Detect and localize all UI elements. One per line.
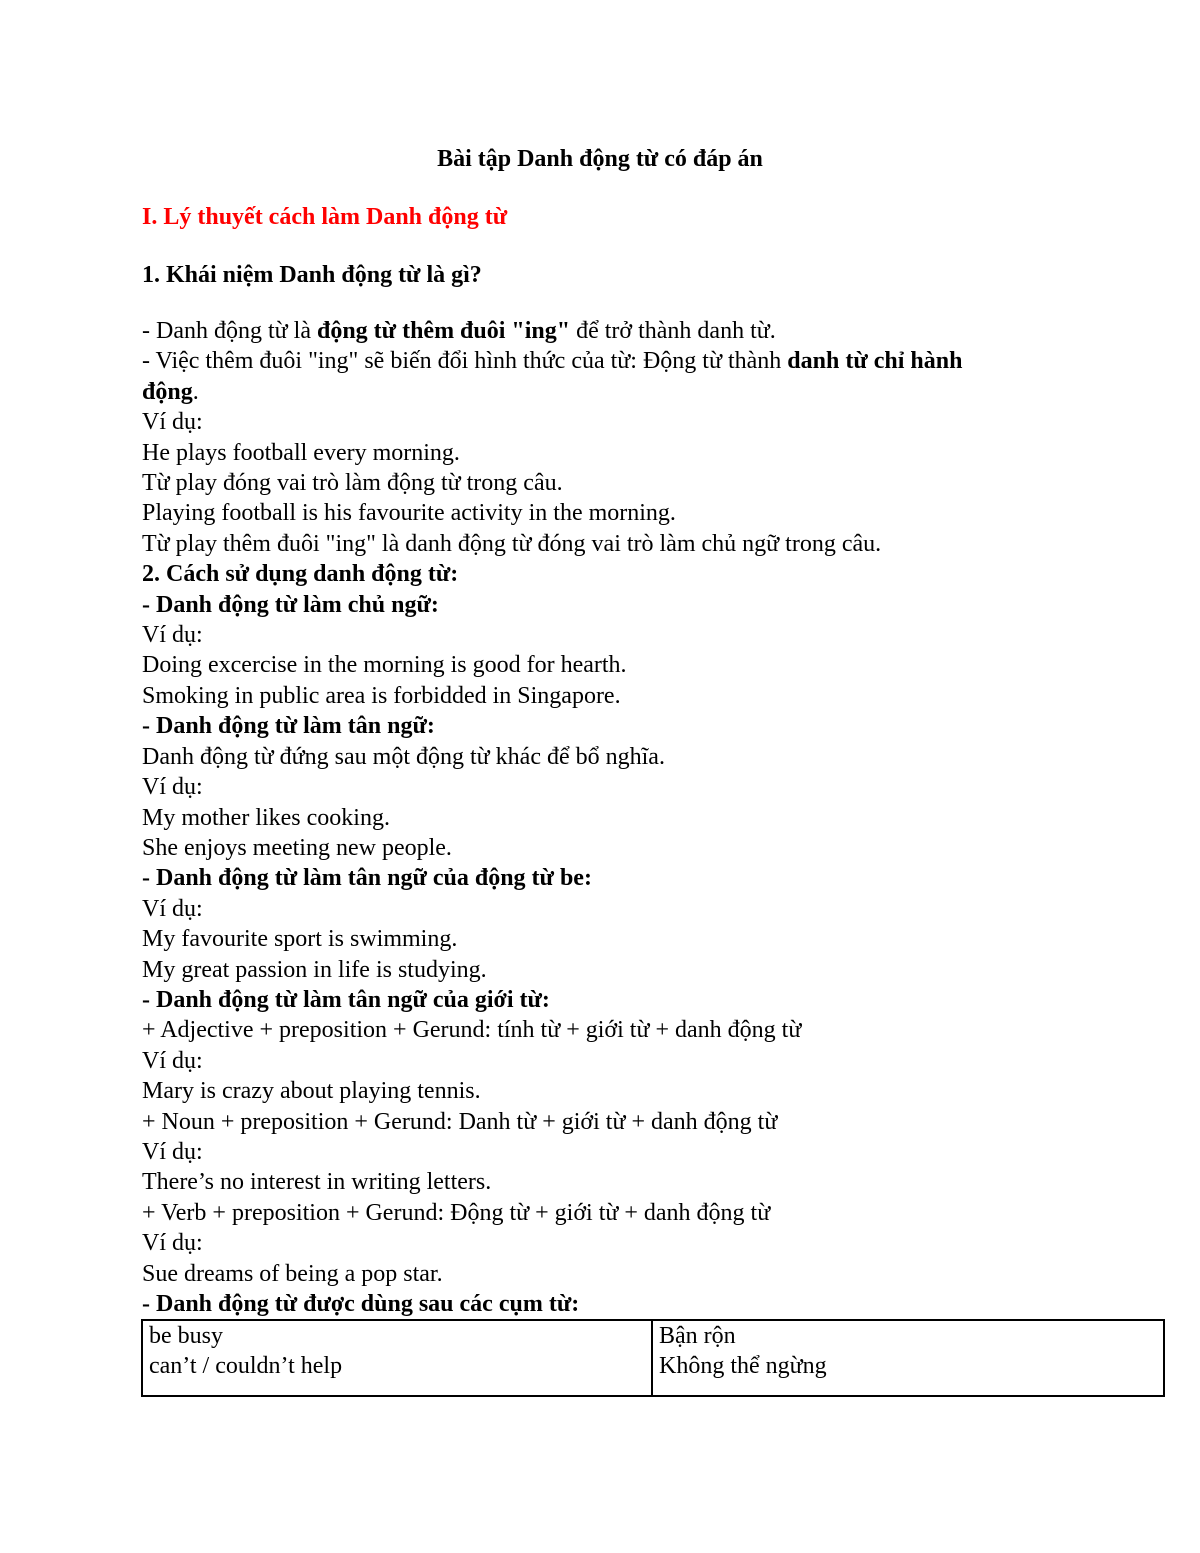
example-label: Ví dụ:	[142, 409, 203, 436]
emphasis-text: động từ thêm đuôi "ing"	[316, 318, 571, 344]
example-label: Ví dụ:	[142, 774, 203, 801]
example-sentence: My favourite sport is swimming.	[142, 926, 458, 953]
example-label: Ví dụ:	[142, 1138, 203, 1165]
document-title: Bài tập Danh động từ có đáp án	[437, 146, 763, 172]
table-cell-english	[142, 1320, 652, 1396]
example-label: Ví dụ:	[142, 622, 203, 649]
table-cell-vietnamese	[652, 1320, 1164, 1396]
example-sentence: Smoking in public area is forbidded in Singapore.	[142, 682, 621, 709]
usage-heading-be: - Danh động từ làm tân ngữ của động từ be:	[142, 865, 592, 892]
usage-pattern-adjective: + Adjective + preposition + Gerund: tính từ + giới từ + danh động từ	[142, 1017, 802, 1044]
usage-heading-subject: - Danh động từ làm chủ ngữ:	[142, 591, 439, 618]
example-note: Từ play thêm đuôi "ing" là danh động từ đóng vai trò làm chủ ngữ trong câu.	[142, 530, 882, 557]
emphasis-text: động	[142, 378, 193, 405]
usage-heading-phrases: - Danh động từ được dùng sau các cụm từ:	[142, 1291, 580, 1317]
example-sentence: Sue dreams of being a pop star.	[142, 1260, 443, 1287]
document-body	[142, 316, 1142, 1319]
phrase-table	[141, 1319, 1165, 1397]
usage-description: Danh động từ đứng sau một động từ khác để bổ nghĩa.	[142, 743, 665, 770]
phrase-en: can’t / couldn’t help	[149, 1353, 343, 1379]
example-sentence: My great passion in life is studying.	[142, 956, 487, 983]
example-label: Ví dụ:	[142, 895, 203, 922]
emphasis-text: danh từ chỉ hành	[787, 348, 963, 375]
usage-pattern-verb: + Verb + preposition + Gerund: Động từ + giới từ + danh động từ	[142, 1199, 771, 1226]
definition-line-3: động.	[142, 378, 199, 405]
phrase-vi: Bận rộn	[659, 1323, 736, 1349]
example-sentence: Mary is crazy about playing tennis.	[142, 1078, 481, 1105]
example-label: Ví dụ:	[142, 1047, 203, 1074]
definition-line-2: - Việc thêm đuôi "ing" sẽ biến đổi hình thức của từ: Động từ thành danh từ chỉ hành	[142, 348, 963, 375]
section-heading-theory: I. Lý thuyết cách làm Danh động từ	[142, 204, 508, 230]
example-sentence: She enjoys meeting new people.	[142, 834, 452, 861]
usage-pattern-noun: + Noun + preposition + Gerund: Danh từ + giới từ + danh động từ	[142, 1108, 778, 1135]
phrase-vi: Không thể ngừng	[659, 1353, 827, 1379]
usage-heading-object: - Danh động từ làm tân ngữ:	[142, 713, 435, 740]
phrase-en: be busy	[149, 1323, 223, 1349]
subsection-heading-usage: 2. Cách sử dụng danh động từ:	[142, 561, 459, 588]
example-note: Từ play đóng vai trò làm động từ trong câu.	[142, 470, 563, 497]
example-sentence: There’s no interest in writing letters.	[142, 1169, 492, 1196]
table-row	[142, 1320, 1164, 1396]
usage-heading-preposition: - Danh động từ làm tân ngữ của giới từ:	[142, 986, 550, 1013]
subsection-heading-definition: 1. Khái niệm Danh động từ là gì?	[142, 262, 482, 288]
example-sentence: Doing excercise in the morning is good for hearth.	[142, 652, 627, 679]
example-label: Ví dụ:	[142, 1230, 203, 1257]
example-sentence: He plays football every morning.	[142, 439, 460, 466]
example-sentence: My mother likes cooking.	[142, 804, 390, 831]
example-sentence: Playing football is his favourite activity in the morning.	[142, 500, 676, 527]
definition-line-1: - Danh động từ là động từ thêm đuôi "ing" để trở thành danh từ.	[142, 318, 776, 344]
